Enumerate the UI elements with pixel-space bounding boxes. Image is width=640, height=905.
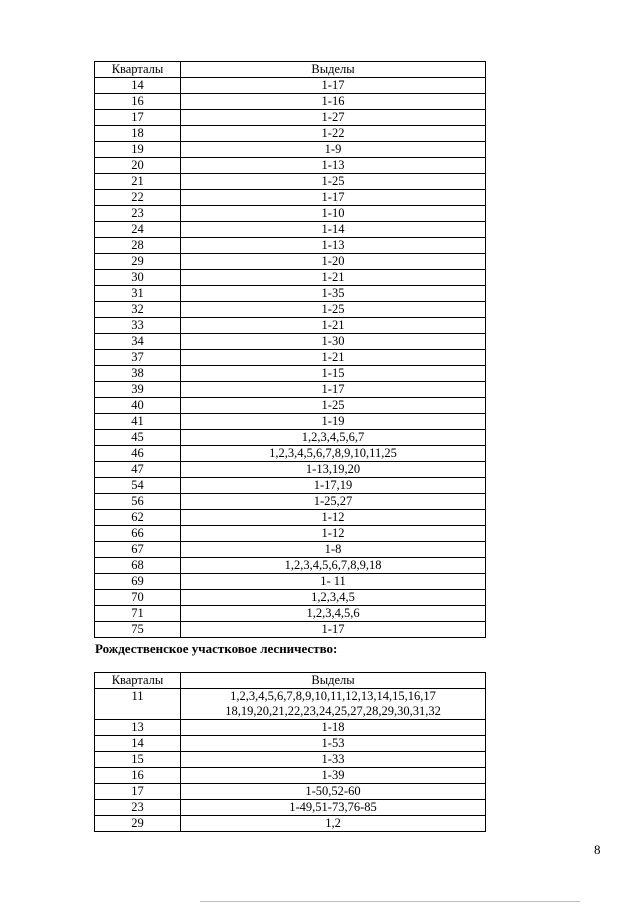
table-row [95, 800, 486, 816]
vydely-cell: 1-13 [181, 158, 486, 174]
kvartal-cell: 69 [95, 574, 181, 590]
table-row [95, 622, 486, 638]
table-row [95, 158, 486, 174]
vydely-cell: 1,2,3,4,5,6,7 [181, 430, 486, 446]
vydely-cell: 1-10 [181, 206, 486, 222]
kvartal-cell: 75 [95, 622, 181, 638]
table-row [95, 222, 486, 238]
table-row [95, 768, 486, 784]
section-title: Рождественское участковое лесничество: [95, 641, 338, 656]
table-row [95, 784, 486, 800]
kvartal-cell: 47 [95, 462, 181, 478]
kvartal-cell: 11 [95, 689, 181, 720]
table-row [95, 526, 486, 542]
vydely-cell: 1,2,3,4,5 [181, 590, 486, 606]
table-row [95, 558, 486, 574]
kvartal-cell: 17 [95, 784, 181, 800]
kvartal-cell: 18 [95, 126, 181, 142]
table-row [95, 126, 486, 142]
kvartal-cell: 22 [95, 190, 181, 206]
vydely-cell: 1,2 [181, 816, 486, 832]
table-row [95, 816, 486, 832]
vydely-cell: 1-25 [181, 398, 486, 414]
table-row [95, 110, 486, 126]
kvartal-cell: 29 [95, 254, 181, 270]
table-row [95, 190, 486, 206]
vydely-cell: 1-21 [181, 350, 486, 366]
table-row [95, 206, 486, 222]
table-row [95, 574, 486, 590]
header-kvartaly: Кварталы [95, 62, 181, 78]
vydely-cell: 1-30 [181, 334, 486, 350]
kvartal-cell: 70 [95, 590, 181, 606]
table-row [95, 398, 486, 414]
table-row [95, 478, 486, 494]
table-header-row [95, 62, 486, 78]
table-row [95, 542, 486, 558]
vydely-cell: 1,2,3,4,5,6,7,8,9,18 [181, 558, 486, 574]
table-row [95, 350, 486, 366]
vydely-cell: 1-17,19 [181, 478, 486, 494]
kvartal-cell: 31 [95, 286, 181, 302]
vydely-cell: 1-39 [181, 768, 486, 784]
table-body [95, 689, 486, 832]
vydely-cell: 1-21 [181, 270, 486, 286]
vydely-cell: 1-33 [181, 752, 486, 768]
header-vydely: Выделы [181, 673, 486, 689]
kvartal-cell: 66 [95, 526, 181, 542]
vydely-cell: 1-14 [181, 222, 486, 238]
table-row [95, 494, 486, 510]
header-vydely: Выделы [181, 62, 486, 78]
table-row [95, 462, 486, 478]
vydely-cell: 1-27 [181, 110, 486, 126]
vydely-cell: 1-21 [181, 318, 486, 334]
vydely-cell: 1-19 [181, 414, 486, 430]
vydely-cell: 1-12 [181, 526, 486, 542]
table-row [95, 78, 486, 94]
kvartal-cell: 38 [95, 366, 181, 382]
kvartal-cell: 54 [95, 478, 181, 494]
vydely-cell: 1-50,52-60 [181, 784, 486, 800]
allotments-table-1 [94, 61, 486, 638]
scan-edge-line [200, 901, 580, 902]
kvartal-cell: 30 [95, 270, 181, 286]
vydely-cell: 1-22 [181, 126, 486, 142]
vydely-cell: 1-9 [181, 142, 486, 158]
vydely-cell: 1-25 [181, 174, 486, 190]
vydely-cell: 1-18 [181, 720, 486, 736]
vydely-cell: 1-17 [181, 78, 486, 94]
kvartal-cell: 19 [95, 142, 181, 158]
table-header-row [95, 673, 486, 689]
kvartal-cell: 20 [95, 158, 181, 174]
kvartal-cell: 56 [95, 494, 181, 510]
table-row [95, 238, 486, 254]
kvartal-cell: 23 [95, 206, 181, 222]
kvartal-cell: 14 [95, 736, 181, 752]
kvartal-cell: 13 [95, 720, 181, 736]
table-row [95, 590, 486, 606]
vydely-cell: 1-25,27 [181, 494, 486, 510]
kvartal-cell: 41 [95, 414, 181, 430]
table-row [95, 382, 486, 398]
kvartal-cell: 40 [95, 398, 181, 414]
vydely-cell: 1,2,3,4,5,6,7,8,9,10,11,25 [181, 446, 486, 462]
table-row [95, 510, 486, 526]
vydely-cell: 1,2,3,4,5,6 [181, 606, 486, 622]
vydely-cell: 1-17 [181, 190, 486, 206]
table-row [95, 270, 486, 286]
kvartal-cell: 17 [95, 110, 181, 126]
kvartal-cell: 15 [95, 752, 181, 768]
kvartal-cell: 32 [95, 302, 181, 318]
table-row [95, 318, 486, 334]
kvartal-cell: 39 [95, 382, 181, 398]
kvartal-cell: 16 [95, 94, 181, 110]
table-row [95, 94, 486, 110]
kvartal-cell: 14 [95, 78, 181, 94]
kvartal-cell: 21 [95, 174, 181, 190]
table-row [95, 689, 486, 720]
vydely-cell: 1-16 [181, 94, 486, 110]
vydely-cell: 1-13,19,20 [181, 462, 486, 478]
kvartal-cell: 29 [95, 816, 181, 832]
kvartal-cell: 23 [95, 800, 181, 816]
kvartal-cell: 34 [95, 334, 181, 350]
table-row [95, 414, 486, 430]
table-row [95, 736, 486, 752]
vydely-cell: 1-17 [181, 382, 486, 398]
table-row [95, 752, 486, 768]
table-row [95, 174, 486, 190]
vydely-cell: 1,2,3,4,5,6,7,8,9,10,11,12,13,14,15,16,17 18,19,20,21,22,23,24,25,27,28,29,30,31,32 [181, 689, 486, 720]
table-row [95, 366, 486, 382]
page-number: 8 [594, 842, 601, 857]
kvartal-cell: 67 [95, 542, 181, 558]
vydely-cell: 1-13 [181, 238, 486, 254]
vydely-cell: 1-49,51-73,76-85 [181, 800, 486, 816]
vydely-cell: 1-20 [181, 254, 486, 270]
kvartal-cell: 24 [95, 222, 181, 238]
table-row [95, 334, 486, 350]
table-row [95, 286, 486, 302]
vydely-cell: 1-25 [181, 302, 486, 318]
kvartal-cell: 33 [95, 318, 181, 334]
kvartal-cell: 45 [95, 430, 181, 446]
header-kvartaly: Кварталы [95, 673, 181, 689]
kvartal-cell: 71 [95, 606, 181, 622]
kvartal-cell: 37 [95, 350, 181, 366]
kvartal-cell: 46 [95, 446, 181, 462]
table-row [95, 446, 486, 462]
table-row [95, 720, 486, 736]
table-body [95, 78, 486, 638]
kvartal-cell: 68 [95, 558, 181, 574]
vydely-cell: 1-53 [181, 736, 486, 752]
vydely-cell: 1-8 [181, 542, 486, 558]
table-row [95, 606, 486, 622]
allotments-table-2 [94, 672, 486, 832]
table-row [95, 142, 486, 158]
kvartal-cell: 16 [95, 768, 181, 784]
vydely-cell: 1-17 [181, 622, 486, 638]
vydely-cell: 1-12 [181, 510, 486, 526]
vydely-cell: 1-35 [181, 286, 486, 302]
table-row [95, 430, 486, 446]
kvartal-cell: 28 [95, 238, 181, 254]
vydely-cell: 1-15 [181, 366, 486, 382]
vydely-cell: 1- 11 [181, 574, 486, 590]
kvartal-cell: 62 [95, 510, 181, 526]
table-row [95, 302, 486, 318]
table-row [95, 254, 486, 270]
